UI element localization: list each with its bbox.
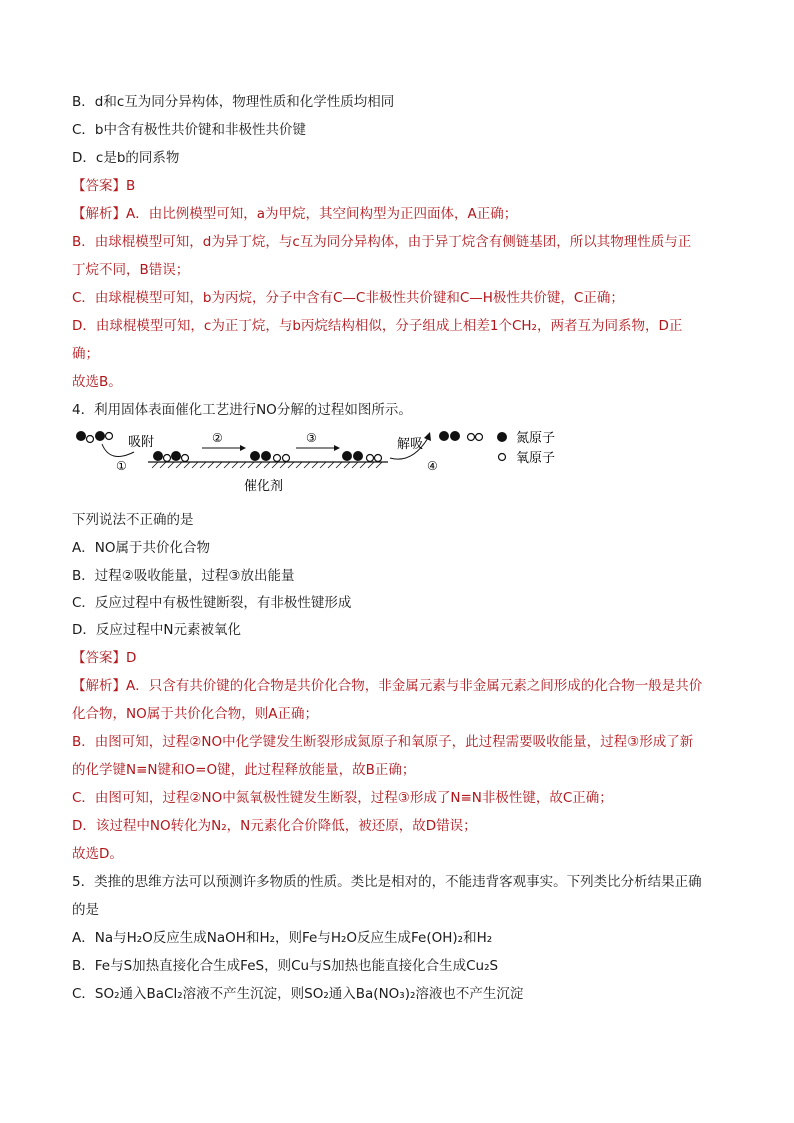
no-decomposition-diagram [72, 424, 732, 494]
process-figure [72, 424, 732, 496]
nitrogen-atom-icon [95, 431, 105, 441]
q5-stem: 5．类推的思维方法可以预测许多物质的性质。类比是相对的，不能违背客观事实。下列类比分析结果正确 [72, 874, 702, 890]
q4-option-b: B．过程②吸收能量，过程③放出能量 [72, 568, 295, 584]
q5-stem-cont: 的是 [72, 902, 99, 918]
adsorb-label: 吸附 [128, 435, 155, 450]
q3-option-b: B．d和c互为同分异构体，物理性质和化学性质均相同 [72, 94, 395, 110]
q3-analysis-line: 丁烷不同，B错误； [72, 262, 190, 278]
q3-analysis-line: 确； [72, 346, 99, 362]
q4-analysis-line: C．由图可知，过程②NO中氮氧极性键发生断裂，过程③形成了N≡N非极性键，故C正确； [72, 790, 613, 806]
nitrogen-atom-icon [76, 431, 86, 441]
legend-nitrogen-label: 氮原子 [516, 431, 556, 446]
q4-answer: 【答案】D [72, 650, 137, 666]
q4-analysis-line: 的化学键N≡N键和O=O键，此过程释放能量，故B正确； [72, 762, 416, 778]
q4-analysis-line: B．由图可知，过程②NO中化学键发生断裂形成氮原子和氧原子，此过程需要吸收能量，过程③形成了新 [72, 734, 694, 750]
q4-analysis-line: 故选D。 [72, 846, 123, 862]
q5-option-b: B．Fe与S加热直接化合生成FeS，则Cu与S加热也能直接化合生成Cu₂S [72, 958, 499, 974]
q4-analysis-line: 【解析】A．只含有共价键的化合物是共价化合物，非金属元素与非金属元素之间形成的化合物一般是共价 [72, 678, 703, 694]
q3-analysis-line: D．由球棍模型可知，c为正丁烷，与b丙烷结构相似，分子组成上相差1个CH₂，两者互为同系物，D正 [72, 318, 683, 334]
oxygen-atom-icon [106, 433, 113, 440]
q3-option-d: D．c是b的同系物 [72, 150, 180, 166]
q3-analysis-line: C．由球棍模型可知，b为丙烷，分子中含有C—C非极性共价键和C—H极性共价键，C正确； [72, 290, 624, 306]
step-4-label: ④ [427, 459, 438, 473]
legend-oxygen-label: 氧原子 [516, 451, 556, 466]
q4-analysis-line: D．该过程中NO转化为N₂，N元素化合价降低，被还原，故D错误； [72, 818, 477, 834]
step-1-label: ① [116, 459, 127, 473]
desorb-label: 解吸 [397, 437, 424, 452]
q4-analysis-line: 化合物，NO属于共价化合物，则A正确； [72, 706, 318, 722]
q3-analysis-line: B．由球棍模型可知，d为异丁烷，与c互为同分异构体，由于异丁烷含有侧链基团，所以其物理性质与正 [72, 234, 692, 250]
q3-option-c: C．b中含有极性共价键和非极性共价键 [72, 122, 306, 138]
q3-analysis-line: 故选B。 [72, 374, 122, 390]
q3-answer: 【答案】B [72, 178, 136, 194]
q4-question: 下列说法不正确的是 [72, 512, 194, 528]
q4-option-d: D．反应过程中N元素被氧化 [72, 622, 241, 638]
q4-option-a: A．NO属于共价化合物 [72, 540, 210, 556]
step-3-label: ③ [306, 431, 317, 445]
q4-option-c: C．反应过程中有极性键断裂，有非极性键形成 [72, 595, 352, 611]
oxygen-atom-icon [87, 436, 94, 443]
q3-analysis-line: 【解析】A．由比例模型可知，a为甲烷，其空间构型为正四面体，A正确； [72, 206, 518, 222]
legend-nitrogen-icon [497, 432, 507, 442]
legend-oxygen-icon [499, 454, 506, 461]
q5-option-c: C．SO₂通入BaCl₂溶液不产生沉淀，则SO₂通入Ba(NO₃)₂溶液也不产生沉淀 [72, 986, 524, 1002]
q4-stem: 4．利用固体表面催化工艺进行NO分解的过程如图所示。 [72, 402, 412, 418]
q5-option-a: A．Na与H₂O反应生成NaOH和H₂，则Fe与H₂O反应生成Fe(OH)₂和H₂ [72, 930, 493, 946]
catalyst-label: 催化剂 [244, 479, 284, 494]
step-2-label: ② [212, 431, 223, 445]
